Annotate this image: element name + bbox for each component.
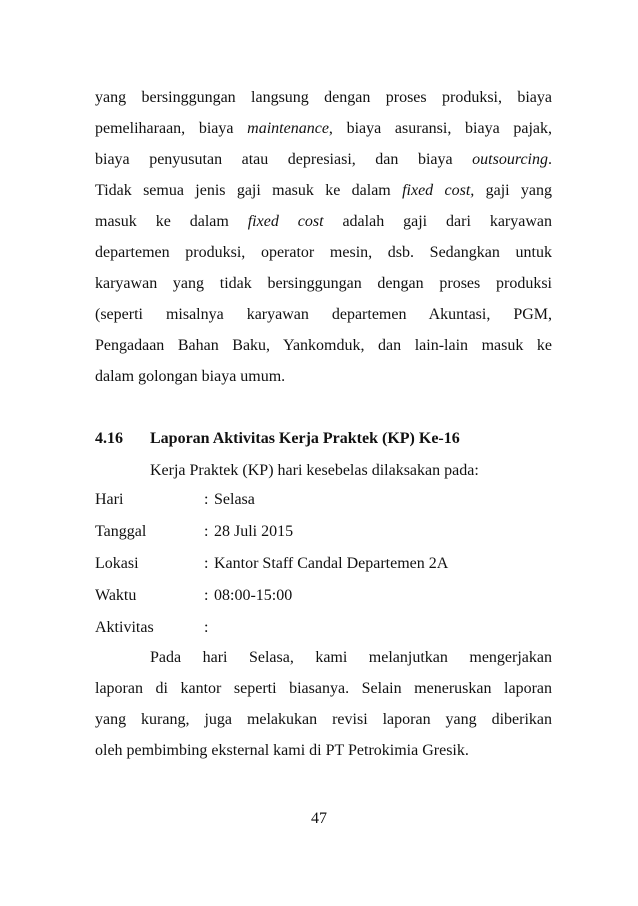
info-value: Selasa <box>214 491 255 508</box>
italic-term: maintenance <box>247 120 329 137</box>
info-separator: : <box>204 555 209 572</box>
info-label: Lokasi <box>95 555 139 572</box>
info-label: Tanggal <box>95 523 147 540</box>
info-value: 08:00-15:00 <box>214 587 293 604</box>
text-line: laporan di kantor seperti biasanya. Selain meneruskan laporan <box>95 680 552 697</box>
info-separator: : <box>204 587 209 604</box>
info-value: 28 Juli 2015 <box>214 523 294 540</box>
info-value: Kantor Staff Candal Departemen 2A <box>214 555 449 572</box>
section-number: 4.16 <box>95 430 123 447</box>
info-label: Waktu <box>95 587 137 604</box>
info-row-tanggal <box>95 516 555 548</box>
text-line: yang bersinggungan langsung dengan proses produksi, biaya <box>95 89 552 106</box>
info-label: Aktivitas <box>95 619 154 636</box>
italic-term: fixed cost, <box>402 182 475 199</box>
text-line: departemen produksi, operator mesin, dsb. Sedangkan untuk <box>95 244 552 261</box>
text-line: Pada hari Selasa, kami melanjutkan mengerjakan <box>150 649 552 666</box>
activity-info-list <box>95 484 555 644</box>
info-row-hari <box>95 484 555 516</box>
info-separator: : <box>204 491 209 508</box>
text-line: biaya penyusutan atau depresiasi, dan biaya outsourcing. <box>95 151 552 168</box>
section-heading <box>95 424 552 454</box>
info-label: Hari <box>95 491 124 508</box>
info-separator: : <box>204 523 209 540</box>
text-line: dalam golongan biaya umum. <box>95 368 286 385</box>
text-line: pemeliharaan, biaya maintenance, biaya asuransi, biaya pajak, <box>95 120 552 137</box>
paragraph-activity-description <box>95 642 552 766</box>
section-intro: Kerja Praktek (KP) hari kesebelas dilaksakan pada: <box>150 462 479 479</box>
info-row-waktu <box>95 580 555 612</box>
paragraph-cost-description <box>95 82 552 392</box>
section-title: Laporan Aktivitas Kerja Praktek (KP) Ke-16 <box>150 430 460 447</box>
info-row-lokasi <box>95 548 555 580</box>
text-line: yang kurang, juga melakukan revisi laporan yang diberikan <box>95 711 552 728</box>
page-number: 47 <box>311 810 327 827</box>
info-row-aktivitas <box>95 612 555 644</box>
text-line: karyawan yang tidak bersinggungan dengan proses produksi <box>95 275 552 292</box>
text-line: Tidak semua jenis gaji masuk ke dalam fixed cost, gaji yang <box>95 182 553 199</box>
italic-term: fixed cost <box>247 213 324 230</box>
text-line: masuk ke dalam fixed cost adalah gaji dari karyawan <box>95 213 553 230</box>
italic-term: outsourcing <box>472 151 548 168</box>
text-line: Pengadaan Bahan Baku, Yankomduk, dan lain-lain masuk ke <box>95 337 552 354</box>
text-line: (seperti misalnya karyawan departemen Akuntasi, PGM, <box>95 306 552 323</box>
info-separator: : <box>204 619 209 636</box>
text-line: oleh pembimbing eksternal kami di PT Petrokimia Gresik. <box>95 742 469 759</box>
